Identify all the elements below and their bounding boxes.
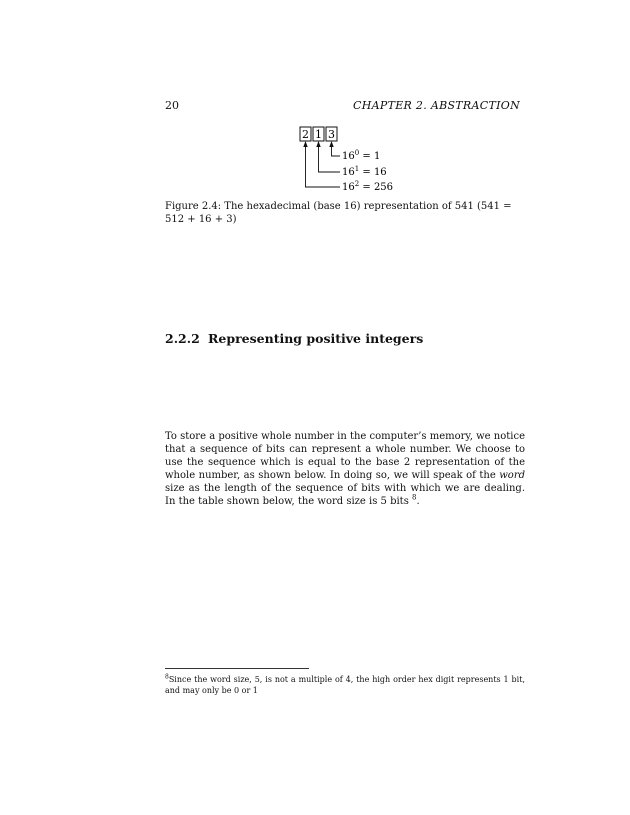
arrowhead-3 bbox=[329, 141, 333, 147]
body-text-2: size as the length of the sequence of bits with which we are dealing. In the table shown below, the word size is 5 bits bbox=[165, 483, 525, 507]
footnote-text: Since the word size, 5, is not a multiple of 4, the high order hex digit represents 1 bit, and may only be 0 or 1 bbox=[165, 675, 525, 695]
arrow-digit-1 bbox=[319, 144, 341, 172]
body-text-1: To store a positive whole number in the computer’s memory, we notice that a sequence of bits can represent a whole number. We choose to use the sequence which is equal to the base 2 representation of the whole number, as shown below. In doing so, we will speak of the bbox=[165, 431, 525, 481]
section-number: 2.2.2 bbox=[165, 331, 200, 346]
label-16-pow-1: $16^1$ $_{= 16}$ bbox=[342, 165, 387, 178]
arrowhead-2 bbox=[303, 141, 307, 147]
body-text-end: . bbox=[416, 496, 420, 507]
body-paragraph bbox=[165, 430, 525, 508]
body-italic-word: word bbox=[499, 470, 525, 481]
footnote-reference[interactable]: 8 bbox=[412, 493, 417, 502]
hex-digit-diagram bbox=[290, 124, 400, 196]
footnote bbox=[165, 674, 525, 696]
page-number: 20 bbox=[165, 99, 179, 112]
footnote-rule bbox=[165, 668, 309, 669]
label-16-pow-0: $16^0$ $_{= 1}$ bbox=[342, 149, 381, 162]
section-title: Representing positive integers bbox=[208, 331, 424, 346]
arrowhead-1 bbox=[316, 141, 320, 147]
running-head: CHAPTER 2. ABSTRACTION bbox=[353, 99, 520, 112]
section-heading bbox=[165, 331, 423, 346]
figure-caption: Figure 2.4: The hexadecimal (base 16) representation of 541 (541 = 512 + 16 + 3) bbox=[165, 201, 512, 225]
label-16-pow-2: $16^2$ $_{= 256}$ bbox=[342, 180, 394, 193]
digit-3: 3 bbox=[328, 128, 335, 141]
digit-1: 1 bbox=[315, 128, 322, 141]
footnote-marker: 8 bbox=[165, 673, 169, 681]
arrow-digit-2 bbox=[306, 144, 341, 187]
digit-2: 2 bbox=[302, 128, 309, 141]
